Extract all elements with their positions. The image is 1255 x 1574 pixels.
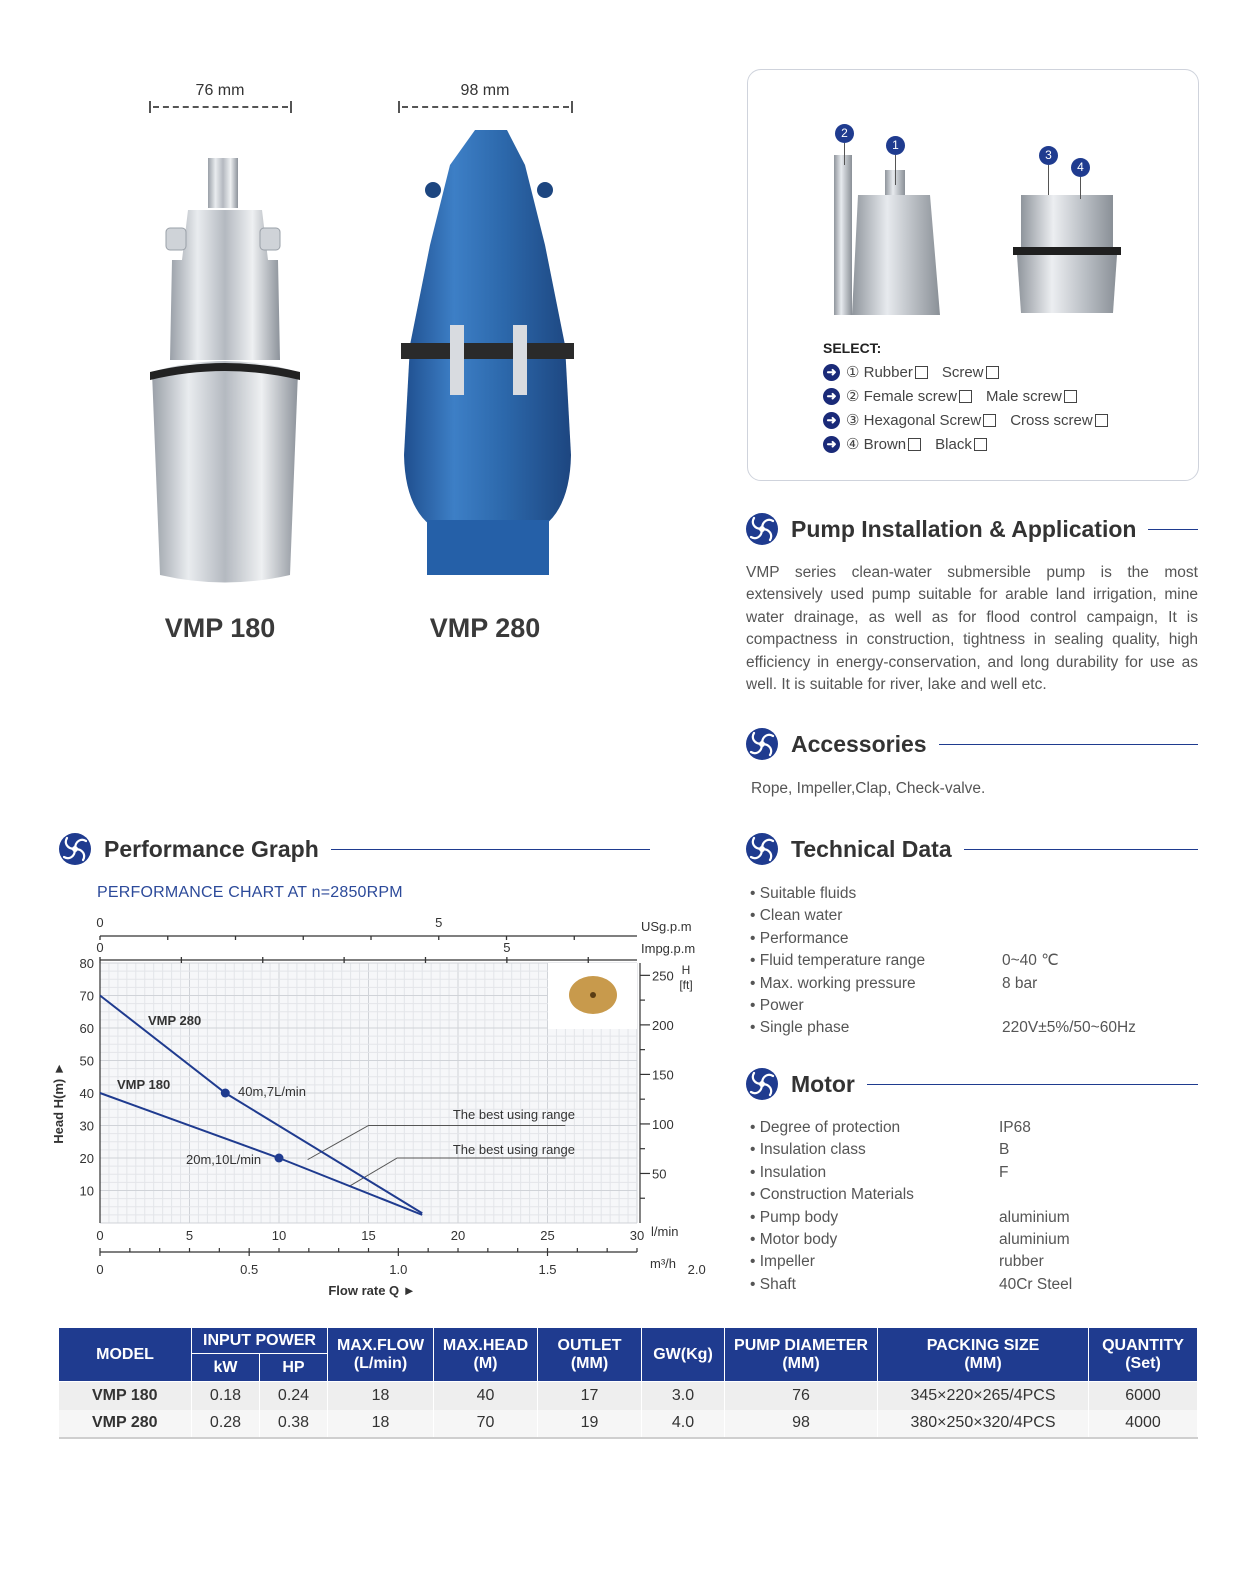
motor-key: • Pump body [750, 1208, 839, 1226]
cell-hp: 0.38 [260, 1410, 328, 1438]
technical-key: • Max. working pressure [750, 974, 916, 992]
m3h-unit: m³/h [650, 1256, 676, 1271]
m3h-tick-label: 2.0 [687, 1262, 706, 1277]
m3h-tick-label: 1.0 [389, 1262, 408, 1277]
series-marker-label: 40m,7L/min [238, 1084, 306, 1099]
option-hexagonal-screw-checkbox[interactable] [983, 414, 996, 427]
x-tick-label: 25 [540, 1228, 555, 1243]
option-male-screw-checkbox[interactable] [1064, 390, 1077, 403]
col-pump-diameter-unit: (MM) [782, 1354, 820, 1372]
series-marker [275, 1154, 284, 1163]
impeller-icon [745, 727, 779, 761]
table-row [59, 1410, 1198, 1438]
accessories-title: Accessories [791, 730, 927, 757]
series-name-label: VMP 180 [117, 1077, 171, 1092]
cell-model: VMP 280 [59, 1410, 192, 1438]
cell-diameter: 98 [725, 1410, 878, 1438]
col-model: MODEL [59, 1328, 192, 1382]
select-row-1 [823, 363, 1013, 381]
col-packing-size-unit: (MM) [964, 1354, 1002, 1372]
cell-kw: 0.18 [192, 1382, 260, 1410]
y-tick-label: 50 [79, 1053, 94, 1069]
col-max-flow-label: MAX.FLOW [336, 1336, 425, 1354]
technical-key: • Suitable fluids [750, 885, 857, 902]
cell-head: 40 [434, 1382, 538, 1410]
y-tick-label: 40 [79, 1086, 94, 1101]
select-row-1-number: ① [846, 364, 860, 381]
impgpm-tick-label: 5 [503, 940, 511, 955]
cell-packing: 380×250×320/4PCS [878, 1410, 1089, 1438]
screw-rubber-part-image [830, 155, 945, 315]
motor-row [750, 1139, 1200, 1161]
option-brown-checkbox[interactable] [908, 438, 921, 451]
motor-key: • Degree of protection [750, 1119, 901, 1136]
technical-value: 220V±5%/50~60Hz [1002, 1019, 1136, 1037]
right-axis-unit-top: H [681, 963, 691, 977]
option-rubber-label: Rubber [863, 363, 913, 381]
motor-value: F [999, 1163, 1009, 1181]
cell-outlet: 19 [538, 1410, 642, 1438]
series-name-label: VMP 280 [148, 1013, 202, 1028]
impeller-icon [745, 1067, 779, 1101]
option-male-screw-label: Male screw [985, 387, 1062, 405]
performance-title: Performance Graph [104, 835, 319, 862]
col-outlet-label: OUTLET [557, 1336, 622, 1354]
cell-flow: 18 [328, 1410, 434, 1438]
select-row-4 [823, 435, 1001, 453]
cell-gw: 4.0 [642, 1410, 725, 1438]
technical-row [750, 905, 1200, 927]
cell-hp: 0.24 [260, 1382, 328, 1410]
option-hexagonal-screw-label: Hexagonal Screw [863, 411, 982, 429]
technical-row [750, 973, 1200, 995]
x-axis-unit: l/min [651, 1224, 679, 1239]
motor-row [750, 1184, 1200, 1206]
option-screw-checkbox[interactable] [986, 366, 999, 379]
x-tick-label: 20 [450, 1228, 466, 1243]
y-tick-label: 10 [79, 1183, 94, 1199]
col-max-head [434, 1328, 538, 1382]
option-female-screw-label: Female screw [863, 387, 957, 405]
x-tick-label: 15 [361, 1228, 376, 1243]
vmp180-width-label: 76 mm [195, 82, 245, 99]
select-title: SELECT: [823, 340, 882, 356]
motor-row [750, 1207, 1200, 1229]
col-outlet [538, 1328, 642, 1382]
col-max-head-unit: (M) [473, 1354, 498, 1372]
motor-row [750, 1251, 1200, 1273]
right-tick-label: 200 [652, 1017, 674, 1033]
col-quantity-unit: (Set) [1125, 1354, 1161, 1372]
select-row-3 [823, 411, 1122, 429]
motor-key: • Impeller [750, 1253, 815, 1271]
usgpm-tick-label: 0 [96, 915, 104, 930]
table-row [59, 1382, 1198, 1410]
motor-section-header [745, 1067, 1198, 1101]
x-tick-label: 0 [96, 1228, 104, 1243]
col-packing-size-label: PACKING SIZE [926, 1336, 1040, 1354]
accessories-divider [939, 744, 1198, 745]
technical-key: • Fluid temperature range [750, 952, 926, 970]
technical-data-list [750, 883, 1200, 1040]
right-tick-label: 100 [652, 1116, 674, 1132]
technical-row [750, 950, 1200, 972]
technical-value: 0~40 ℃ [1002, 952, 1059, 970]
arrow-right-icon: ➜ [823, 364, 840, 381]
motor-value: aluminium [999, 1230, 1070, 1248]
callout-3-badge: 3 [1039, 146, 1058, 165]
installation-section-header [745, 512, 1198, 546]
arrow-right-icon: ➜ [823, 412, 840, 429]
x-axis-label: Flow rate Q ► [328, 1283, 416, 1298]
chart-subtitle: PERFORMANCE CHART AT n=2850RPM [97, 884, 403, 901]
cell-head: 70 [434, 1410, 538, 1438]
installation-text: VMP series clean-water submersible pump is the most extensively used pump suitable for arable land irrigation, mine water drainage, as well as for flood control campaign, It is compactness in construction, tightness in sealing quality, high efficiency in energy-conservation, and long durability for use as well. It is suitable for river, lake and well etc. [746, 564, 1198, 694]
installation-title: Pump Installation & Application [791, 515, 1137, 542]
cell-quantity: 6000 [1089, 1382, 1198, 1410]
impgpm-unit: Impg.p.m [641, 941, 696, 956]
select-options-panel [747, 69, 1199, 481]
y-tick-label: 30 [79, 1118, 94, 1134]
option-brown-label: Brown [863, 435, 907, 453]
col-quantity [1089, 1328, 1198, 1382]
technical-row [750, 928, 1200, 950]
impeller-icon [58, 832, 92, 866]
x-tick-label: 5 [185, 1228, 194, 1243]
cell-kw: 0.28 [192, 1410, 260, 1438]
motor-key: • Insulation [750, 1163, 827, 1181]
col-gw: GW(Kg) [642, 1328, 725, 1382]
cell-flow: 18 [328, 1382, 434, 1410]
technical-key: • Clean water [750, 907, 843, 925]
right-tick-label: 50 [652, 1166, 667, 1182]
motor-key: • Shaft [750, 1275, 796, 1293]
cell-outlet: 17 [538, 1382, 642, 1410]
vmp280-width-label: 98 mm [460, 82, 510, 99]
technical-key: • Single phase [750, 1019, 850, 1037]
cell-packing: 345×220×265/4PCS [878, 1382, 1089, 1410]
option-screw-label: Screw [941, 363, 984, 381]
motor-title: Motor [791, 1070, 855, 1097]
select-row-3-number: ③ [846, 412, 860, 429]
vmp280-width-dimension [398, 101, 573, 113]
best-range-label-1: The best using range [452, 1107, 575, 1122]
impeller-photo-hub [590, 992, 596, 998]
motor-data-list [750, 1117, 1200, 1296]
col-kw: kW [192, 1354, 260, 1382]
col-max-flow-unit: (L/min) [353, 1354, 408, 1372]
technical-value: 8 bar [1002, 974, 1038, 992]
motor-key: • Insulation class [750, 1141, 866, 1159]
vmp280-title: VMP 280 [429, 613, 541, 643]
motor-value: B [999, 1141, 1010, 1159]
usgpm-tick-label: 5 [435, 915, 443, 930]
select-row-2-number: ② [846, 388, 860, 405]
callout-2-badge: 2 [835, 124, 854, 143]
motor-value: IP68 [999, 1119, 1031, 1136]
impgpm-tick-label: 0 [96, 940, 104, 955]
motor-row [750, 1274, 1200, 1296]
cell-gw: 3.0 [642, 1382, 725, 1410]
motor-value: aluminium [999, 1208, 1070, 1226]
cell-quantity: 4000 [1089, 1410, 1198, 1438]
select-row-4-number: ④ [846, 436, 860, 453]
installation-divider [1148, 529, 1198, 530]
m3h-tick-label: 0 [96, 1262, 104, 1277]
series-marker [221, 1089, 230, 1098]
option-cross-screw-label: Cross screw [1010, 411, 1093, 429]
col-pump-diameter-label: PUMP DIAMETER [734, 1336, 868, 1354]
technical-key: • Power [750, 996, 804, 1014]
arrow-right-icon: ➜ [823, 388, 840, 405]
col-outlet-unit: (MM) [570, 1354, 609, 1372]
col-quantity-label: QUANTITY [1102, 1336, 1184, 1354]
usgpm-unit: USg.p.m [641, 919, 692, 934]
impeller-icon [745, 832, 779, 866]
callout-4-badge: 4 [1071, 158, 1090, 177]
series-marker-label: 20m,10L/min [186, 1152, 262, 1167]
y-tick-label: 60 [79, 1021, 94, 1036]
col-hp: HP [260, 1354, 328, 1382]
col-packing-size [878, 1328, 1089, 1382]
m3h-tick-label: 0.5 [240, 1262, 259, 1277]
technical-row [750, 995, 1200, 1017]
head-color-part-image [1013, 195, 1123, 315]
col-pump-diameter [725, 1328, 878, 1382]
right-tick-label: 250 [652, 968, 674, 984]
motor-value: rubber [999, 1253, 1044, 1271]
option-black-label: Black [935, 435, 972, 453]
technical-divider [964, 849, 1198, 850]
cell-diameter: 76 [725, 1382, 878, 1410]
motor-key: • Construction Materials [750, 1186, 914, 1204]
best-range-label-2: The best using range [452, 1142, 575, 1157]
performance-chart [0, 905, 720, 1305]
callout-1-badge: 1 [886, 136, 905, 155]
y-tick-label: 70 [79, 988, 94, 1004]
vmp180-width-dimension [149, 101, 292, 113]
vmp180-pump-image [140, 150, 310, 590]
arrow-right-icon: ➜ [823, 436, 840, 453]
impeller-icon [745, 512, 779, 546]
y-tick-label: 20 [79, 1151, 94, 1166]
accessories-text: Rope, Impeller,Clap, Check-valve. [751, 780, 986, 797]
option-rubber-checkbox[interactable] [915, 366, 928, 379]
col-max-head-label: MAX.HEAD [442, 1336, 529, 1354]
right-tick-label: 150 [652, 1067, 674, 1083]
m3h-tick-label: 1.5 [538, 1262, 557, 1277]
option-black-checkbox[interactable] [974, 438, 987, 451]
vmp280-pump-image [395, 125, 580, 580]
technical-row [750, 883, 1200, 905]
select-row-2 [823, 387, 1091, 405]
motor-row [750, 1117, 1200, 1139]
motor-row [750, 1229, 1200, 1251]
technical-row [750, 1017, 1200, 1039]
col-max-flow [328, 1328, 434, 1382]
technical-section-header [745, 832, 1198, 866]
callout-1-leader [895, 155, 896, 185]
y-tick-label: 80 [79, 956, 94, 971]
right-axis-unit-bottom: [ft] [679, 978, 693, 992]
callout-4-leader [1080, 177, 1081, 199]
cell-model: VMP 180 [59, 1382, 192, 1410]
motor-divider [867, 1084, 1198, 1085]
motor-key: • Motor body [750, 1230, 838, 1248]
col-input-power: INPUT POWER [192, 1328, 328, 1354]
accessories-section-header [745, 727, 1198, 761]
motor-value: 40Cr Steel [999, 1275, 1073, 1293]
option-cross-screw-checkbox[interactable] [1095, 414, 1108, 427]
y-axis-label: Head H(m) ► [51, 1062, 66, 1144]
motor-row [750, 1162, 1200, 1184]
option-female-screw-checkbox[interactable] [959, 390, 972, 403]
technical-key: • Performance [750, 929, 849, 947]
x-tick-label: 30 [629, 1228, 645, 1243]
performance-divider [331, 849, 650, 850]
vmp180-title: VMP 180 [164, 613, 276, 643]
spec-table [58, 1327, 1198, 1439]
callout-3-leader [1048, 165, 1049, 195]
callout-2-leader [844, 143, 845, 165]
performance-section-header [58, 832, 650, 866]
technical-title: Technical Data [791, 835, 952, 862]
x-tick-label: 10 [271, 1228, 287, 1243]
